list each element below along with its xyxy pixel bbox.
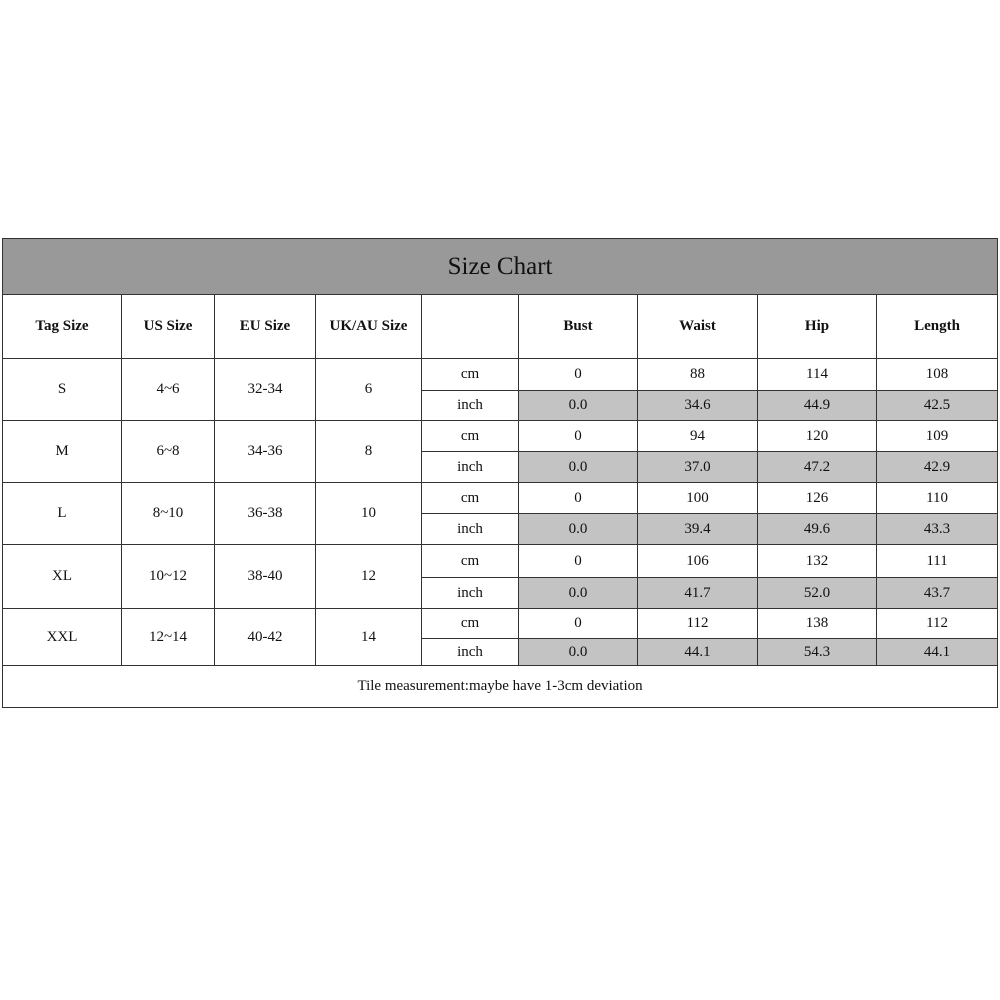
waist-cell: 100 — [638, 483, 758, 514]
header-bust: Bust — [519, 295, 638, 359]
length-cell: 43.3 — [877, 514, 998, 545]
ukau-size-cell: 8 — [316, 421, 422, 483]
hip-cell: 126 — [758, 483, 877, 514]
header-waist: Waist — [638, 295, 758, 359]
waist-cell: 106 — [638, 545, 758, 578]
bust-cell: 0 — [519, 545, 638, 578]
size-row-cm — [3, 359, 998, 391]
hip-cell: 47.2 — [758, 452, 877, 483]
size-row-cm — [3, 609, 998, 639]
header-tag-size: Tag Size — [3, 295, 122, 359]
hip-cell: 54.3 — [758, 639, 877, 666]
unit-cell: inch — [422, 514, 519, 545]
waist-cell: 37.0 — [638, 452, 758, 483]
header-row — [3, 295, 998, 359]
header-unit — [422, 295, 519, 359]
header-ukau-size: UK/AU Size — [316, 295, 422, 359]
unit-cell: cm — [422, 421, 519, 452]
tag-size-cell: M — [3, 421, 122, 483]
hip-cell: 52.0 — [758, 578, 877, 609]
bust-cell: 0 — [519, 483, 638, 514]
ukau-size-cell: 12 — [316, 545, 422, 609]
bust-cell: 0.0 — [519, 514, 638, 545]
us-size-cell: 8~10 — [122, 483, 215, 545]
unit-cell: inch — [422, 578, 519, 609]
waist-cell: 41.7 — [638, 578, 758, 609]
footer-note: Tile measurement:maybe have 1-3cm deviation — [3, 666, 998, 708]
ukau-size-cell: 10 — [316, 483, 422, 545]
length-cell: 109 — [877, 421, 998, 452]
tag-size-cell: XXL — [3, 609, 122, 666]
header-length: Length — [877, 295, 998, 359]
length-cell: 110 — [877, 483, 998, 514]
bust-cell: 0 — [519, 359, 638, 391]
ukau-size-cell: 6 — [316, 359, 422, 421]
unit-cell: inch — [422, 391, 519, 421]
length-cell: 43.7 — [877, 578, 998, 609]
us-size-cell: 6~8 — [122, 421, 215, 483]
bust-cell: 0.0 — [519, 391, 638, 421]
chart-title: Size Chart — [3, 239, 998, 295]
length-cell: 42.5 — [877, 391, 998, 421]
bust-cell: 0.0 — [519, 639, 638, 666]
hip-cell: 44.9 — [758, 391, 877, 421]
hip-cell: 132 — [758, 545, 877, 578]
length-cell: 44.1 — [877, 639, 998, 666]
header-eu-size: EU Size — [215, 295, 316, 359]
hip-cell: 120 — [758, 421, 877, 452]
eu-size-cell: 38-40 — [215, 545, 316, 609]
unit-cell: cm — [422, 545, 519, 578]
waist-cell: 94 — [638, 421, 758, 452]
waist-cell: 34.6 — [638, 391, 758, 421]
eu-size-cell: 32-34 — [215, 359, 316, 421]
size-row-cm — [3, 421, 998, 452]
tag-size-cell: S — [3, 359, 122, 421]
header-hip: Hip — [758, 295, 877, 359]
length-cell: 112 — [877, 609, 998, 639]
ukau-size-cell: 14 — [316, 609, 422, 666]
waist-cell: 112 — [638, 609, 758, 639]
length-cell: 111 — [877, 545, 998, 578]
hip-cell: 114 — [758, 359, 877, 391]
eu-size-cell: 36-38 — [215, 483, 316, 545]
tag-size-cell: L — [3, 483, 122, 545]
hip-cell: 138 — [758, 609, 877, 639]
length-cell: 108 — [877, 359, 998, 391]
unit-cell: cm — [422, 359, 519, 391]
size-row-cm — [3, 545, 998, 578]
hip-cell: 49.6 — [758, 514, 877, 545]
length-cell: 42.9 — [877, 452, 998, 483]
header-us-size: US Size — [122, 295, 215, 359]
size-row-cm — [3, 483, 998, 514]
bust-cell: 0 — [519, 421, 638, 452]
us-size-cell: 10~12 — [122, 545, 215, 609]
unit-cell: cm — [422, 609, 519, 639]
eu-size-cell: 34-36 — [215, 421, 316, 483]
bust-cell: 0.0 — [519, 452, 638, 483]
eu-size-cell: 40-42 — [215, 609, 316, 666]
unit-cell: cm — [422, 483, 519, 514]
size-chart-table — [2, 238, 998, 708]
bust-cell: 0 — [519, 609, 638, 639]
us-size-cell: 4~6 — [122, 359, 215, 421]
waist-cell: 88 — [638, 359, 758, 391]
waist-cell: 39.4 — [638, 514, 758, 545]
tag-size-cell: XL — [3, 545, 122, 609]
unit-cell: inch — [422, 639, 519, 666]
bust-cell: 0.0 — [519, 578, 638, 609]
unit-cell: inch — [422, 452, 519, 483]
waist-cell: 44.1 — [638, 639, 758, 666]
us-size-cell: 12~14 — [122, 609, 215, 666]
